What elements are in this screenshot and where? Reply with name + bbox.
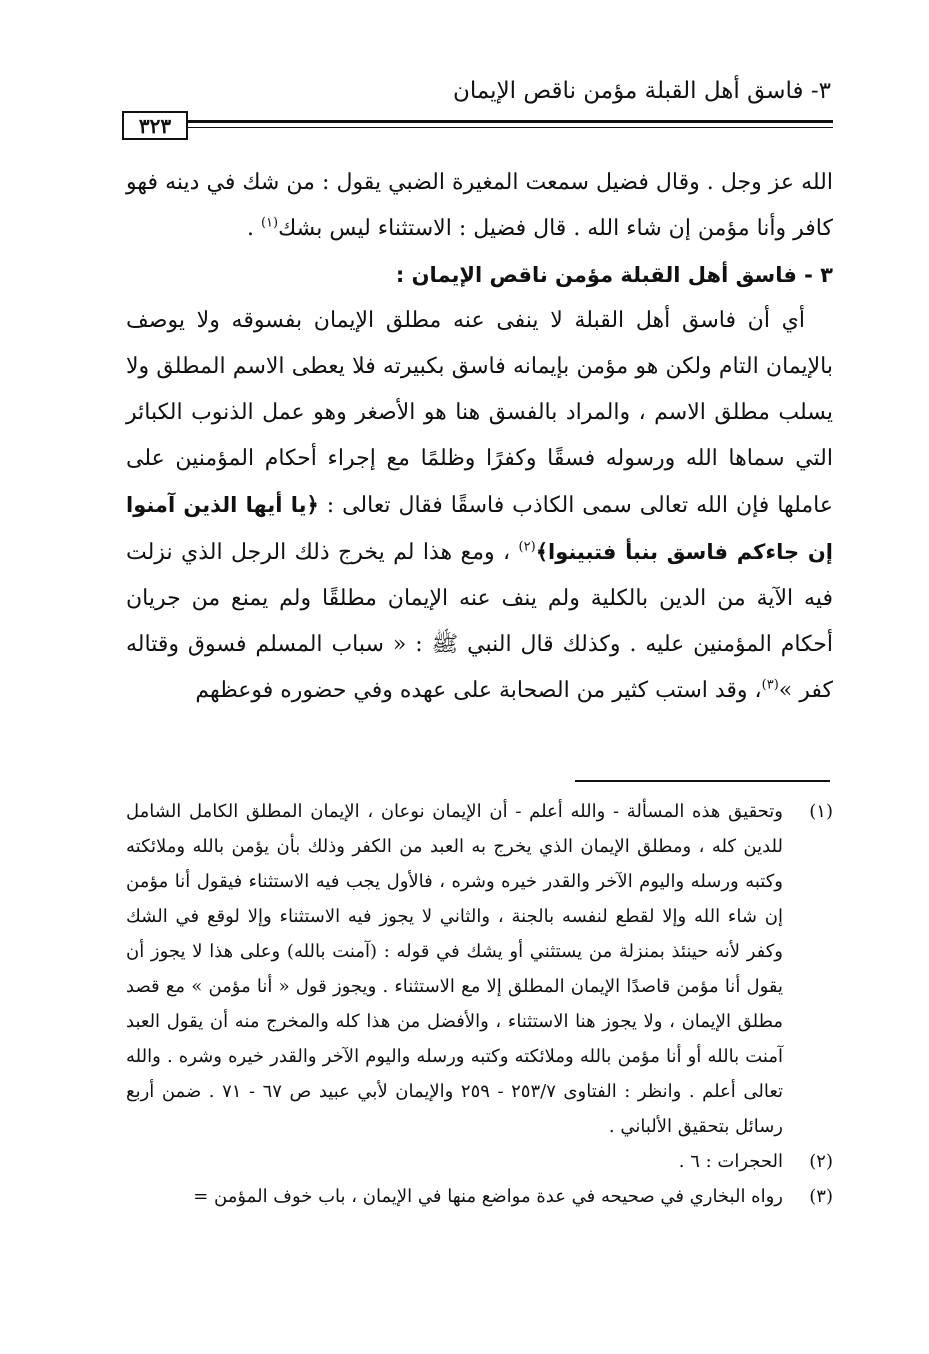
footnote-ref-1: (١) (260, 215, 279, 231)
quran-verse: ﴿يا أيها الذين آمنوا إن جاءكم فاسق بنبأ فتبينوا﴾ (126, 493, 833, 564)
footnotes (126, 794, 833, 1214)
paragraph-2-text-c: ، وقد استب كثير من الصحابة على عهده وفي حضوره فوعظهم (195, 678, 762, 703)
section-heading: ٣ - فاسق أهل القبلة مؤمن ناقص الإيمان : (395, 263, 833, 287)
footnote-separator (575, 780, 830, 782)
footnote-number: (٣) (809, 1186, 833, 1207)
paragraph-1-end: . (246, 216, 261, 241)
footnote-item (126, 1144, 833, 1179)
footnote-text: الحجرات : ٦ . (678, 1151, 783, 1172)
paragraph-1-text: الله عز وجل . وقال فضيل سمعت المغيرة الضبي يقول : من شك في دينه فهو كافر وأنا مؤمن إن شاء الله . قال فضيل : الاستثناء ليس بشك (126, 170, 833, 241)
paragraph-1 (126, 160, 833, 252)
footnote-number: (١) (809, 801, 833, 822)
running-title: ٣- فاسق أهل القبلة مؤمن ناقص الإيمان (452, 78, 831, 104)
header-rule-thin (188, 127, 833, 128)
footnote-text: رواه البخاري في صحيحه في عدة مواضع منها في الإيمان ، باب خوف المؤمن = (193, 1186, 783, 1207)
paragraph-2 (126, 298, 833, 714)
footnote-item (126, 794, 833, 1144)
main-text (126, 160, 833, 714)
footnote-text: وتحقيق هذه المسألة - والله أعلم - أن الإيمان نوعان ، الإيمان المطلق الكامل الشامل للدين كله ، ومطلق الإيمان الذي يخرج به العبد من الكفر وذلك بأن يؤمن بالله وملائكته وكتبه ورسله واليوم الآخر والقدر خيره وشره ، فالأول يجب فيه الاستثناء فيقول أنا مؤمن إن شاء الله وإلا لقطع لنفسه بالجنة ، والثاني لا يجوز فيه الاستثناء وإلا لوقع في الشك وكفر لأنه حينئذ بمنزلة من يستثني أو يشك في قوله : (آمنت بالله) وعلى هذا لا يجوز أن يقول أنا مؤمن قاصدًا الإيمان المطلق إلا مع الاستثناء . ويجوز قول « أنا مؤمن » مع قصد مطلق الإيمان ، ولا يجوز هنا الاستثناء ، والأفضل من هذا كله والمخرج منه أن يقول العبد آمنت بالله أو أنا مؤمن بالله وملائكته وكتبه ورسله واليوم الآخر والقدر خيره وشره . والله تعالى أعلم . وانظر : الفتاوى ٢٥٣/٧ - ٢٥٩ والإيمان لأبي عبيد ص ٦٧ - ٧١ . ضمن أربع رسائل بتحقيق الألباني . (126, 801, 784, 1137)
paragraph-2-text-a: أي أن فاسق أهل القبلة لا ينفى عنه مطلق الإيمان بفسوقه ولا يوصف بالإيمان التام ولكن هو مؤمن بإيمانه فاسق بكبيرته فلا يعطى الاسم المطلق ولا يسلب مطلق الاسم ، والمراد بالفسق هنا هو الأصغر وهو عمل الذنوب الكبائر التي سماها الله ورسوله فسقًا وكفرًا وظلمًا مع إجراء أحكام المؤمنين على عاملها فإن الله تعالى سمى الكاذب فاسقًا فقال تعالى : (126, 308, 833, 518)
footnote-ref-2: (٢) (518, 539, 536, 555)
header-rule (188, 120, 833, 123)
page-number: ٣٢٣ (122, 111, 188, 140)
footnote-ref-3: (٣) (761, 677, 779, 693)
footnote-number: (٢) (809, 1151, 833, 1172)
paragraph-2-text-b: ، ومع هذا لم يخرج ذلك الرجل الذي نزلت فيه الآية من الدين بالكلية ولم ينف عنه الإيمان مطلقًا ولم يمنع من جريان أحكام المؤمنين عليه . وكذلك قال النبي ﷺ : « سباب المسلم فسوق وقتاله كفر » (126, 540, 833, 703)
footnote-item (126, 1179, 833, 1214)
